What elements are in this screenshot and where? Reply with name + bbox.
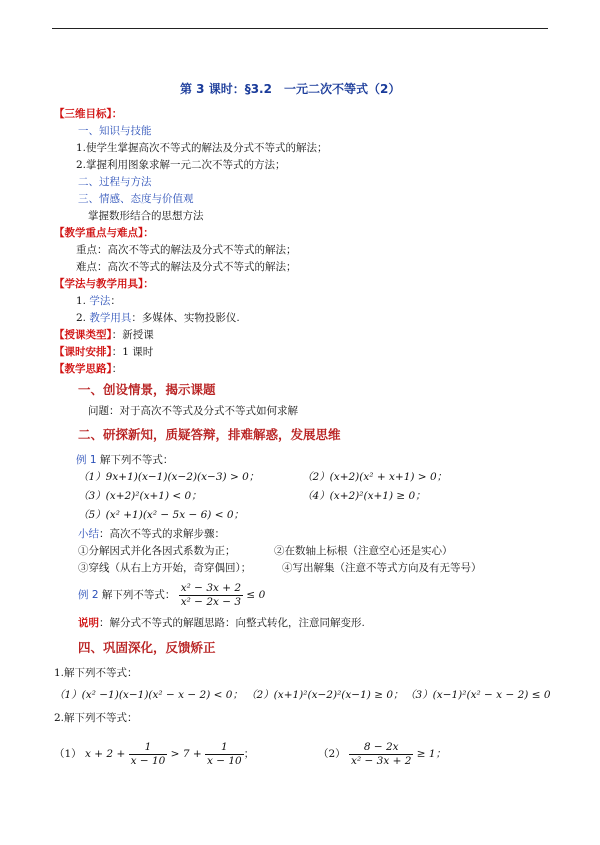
summary-text: ：高次不等式的求解步骤： <box>99 528 225 540</box>
practice-2-item-1-a: x + 2 + <box>81 748 129 760</box>
practice-2-item-1-f2-den: x − 10 <box>206 754 242 767</box>
key-point: 重点：高次不等式的解法及分式不等式的解法； <box>76 244 297 256</box>
practice-2-item-1-fraction-1 <box>129 741 168 768</box>
practice-2-item-1-f2-num: 1 <box>221 740 228 753</box>
schedule-label: 【课时安排】 <box>54 346 112 358</box>
example-2-text: 解下列不等式： <box>98 589 176 601</box>
example-1-label: 例 1 <box>76 454 97 466</box>
section-4-heading: 四、巩固深化，反馈矫正 <box>78 640 216 655</box>
header-rule <box>52 28 548 29</box>
tools-item-2-num: 2. <box>76 312 87 324</box>
practice-2-item-2-num: 8 − 2x <box>363 740 399 753</box>
practice-2-item-1-b: > 7 + <box>167 748 205 760</box>
knowledge-heading: 一、知识与技能 <box>78 125 152 137</box>
practice-2-item-1 <box>54 739 254 769</box>
tools-item-2-label: 教学用具 <box>89 312 132 324</box>
example-2 <box>78 580 265 610</box>
practice-2-item-2-prefix: （2） <box>318 748 346 760</box>
knowledge-item-2: 2.掌握利用图象求解一元二次不等式的方法； <box>76 159 286 171</box>
practice-2-item-1-fraction-2 <box>205 741 244 768</box>
practice-1-item-3: （3）(x−1)²(x² − x − 2) ≤ 0 <box>405 689 551 701</box>
summary-step-2: ②在数轴上标根（注意空心还是实心） <box>274 545 453 557</box>
thinking-label: 【教学思路】 <box>54 363 112 375</box>
note-text: ：解分式不等式的解题思路：向整式转化，注意同解变形. <box>99 617 365 629</box>
tools-item-2 <box>76 311 240 325</box>
schedule <box>54 345 153 359</box>
summary-step-3: ③穿线（从右上方开始，奇穿偶回）； <box>78 562 252 574</box>
summary-label: 小结 <box>78 528 99 540</box>
page-title: 第 3 课时：§3.2 一元二次不等式（2） <box>180 82 401 96</box>
practice-2-intro: 2.解下列不等式： <box>54 712 138 724</box>
thinking-value: ： <box>111 363 123 375</box>
practice-1-item-2: （2）(x+1)²(x−2)²(x−1) ≥ 0； <box>246 689 404 701</box>
process-heading: 二、过程与方法 <box>78 176 152 188</box>
practice-2-item-2-tail: ≥ 1； <box>413 748 447 760</box>
schedule-value: ：1 课时 <box>111 346 154 358</box>
practice-2-item-2-fraction <box>349 741 413 768</box>
lesson-type-label: 【授课类型】 <box>54 329 112 341</box>
practice-2-item-1-prefix: （1） <box>54 748 82 760</box>
example-2-denominator: x² − 2x − 3 <box>180 595 242 608</box>
summary <box>78 527 225 541</box>
example-1-text: 解下列不等式： <box>96 454 174 466</box>
section-1-heading: 一、创设情景，揭示课题 <box>78 382 216 397</box>
example-2-fraction <box>179 582 243 609</box>
knowledge-item-1: 1.使学生掌握高次不等式的解法及分式不等式的解法； <box>76 142 328 154</box>
example-2-label: 例 2 <box>78 589 99 601</box>
tools-item-2-tail: ：多媒体、实物投影仪. <box>131 312 240 324</box>
section-1-question: 问题：对于高次不等式及分式不等式如何求解 <box>88 405 298 417</box>
practice-2-item-1-f1-num: 1 <box>144 740 152 753</box>
example-1-item-4: （4）(x+2)²(x+1) ≥ 0； <box>302 490 426 502</box>
tools-item-1-label: 学法 <box>89 295 111 307</box>
tools-header: 【学法与教学用具】： <box>54 278 154 290</box>
summary-step-1: ①分解因式并化各因式系数为正； <box>78 545 236 557</box>
practice-2-item-2 <box>318 739 446 769</box>
tools-item-1 <box>76 294 121 308</box>
example-1-item-3: （3）(x+2)²(x+1) < 0； <box>78 490 202 502</box>
section-2-heading: 二、研探新知，质疑答辩，排难解惑，发展思维 <box>78 427 341 442</box>
focus-header: 【教学重点与难点】： <box>54 227 154 239</box>
practice-1-item-1: （1）(x² −1)(x−1)(x² − x − 2) < 0； <box>54 689 243 701</box>
example-1-item-1: （1）9x+1)(x−1)(x−2)(x−3) > 0； <box>78 471 260 483</box>
summary-step-4: ④写出解集（注意不等式方向及有无等号） <box>282 562 482 574</box>
note-label: 说明 <box>78 617 99 629</box>
emotion-heading: 三、情感、态度与价值观 <box>78 193 194 205</box>
example-1-intro <box>76 453 173 467</box>
lesson-type-value: ：新授课 <box>111 329 154 341</box>
thinking <box>54 362 122 376</box>
practice-2-item-2-den: x² − 3x + 2 <box>351 754 412 767</box>
example-1-item-2: （2）(x+2)(x² + x+1) > 0； <box>302 471 448 483</box>
tools-item-1-num: 1. <box>76 295 87 307</box>
practice-2-item-1-f1-den: x − 10 <box>130 754 166 767</box>
practice-1-intro: 1.解下列不等式： <box>54 667 138 679</box>
lesson-type <box>54 328 154 342</box>
example-2-numerator: x² − 3x + 2 <box>180 581 242 594</box>
tools-item-1-tail: ： <box>110 295 121 307</box>
practice-2-item-1-end: ； <box>243 748 255 760</box>
example-1-item-5: （5）(x² +1)(x² − 5x − 6) < 0； <box>78 509 245 521</box>
difficult-point: 难点：高次不等式的解法及分式不等式的解法； <box>76 261 297 273</box>
emotion-item-1: 掌握数形结合的思想方法 <box>88 210 204 222</box>
goals-header: 【三维目标】： <box>54 108 123 120</box>
example-2-tail: ≤ 0 <box>243 589 266 601</box>
note <box>78 616 365 630</box>
